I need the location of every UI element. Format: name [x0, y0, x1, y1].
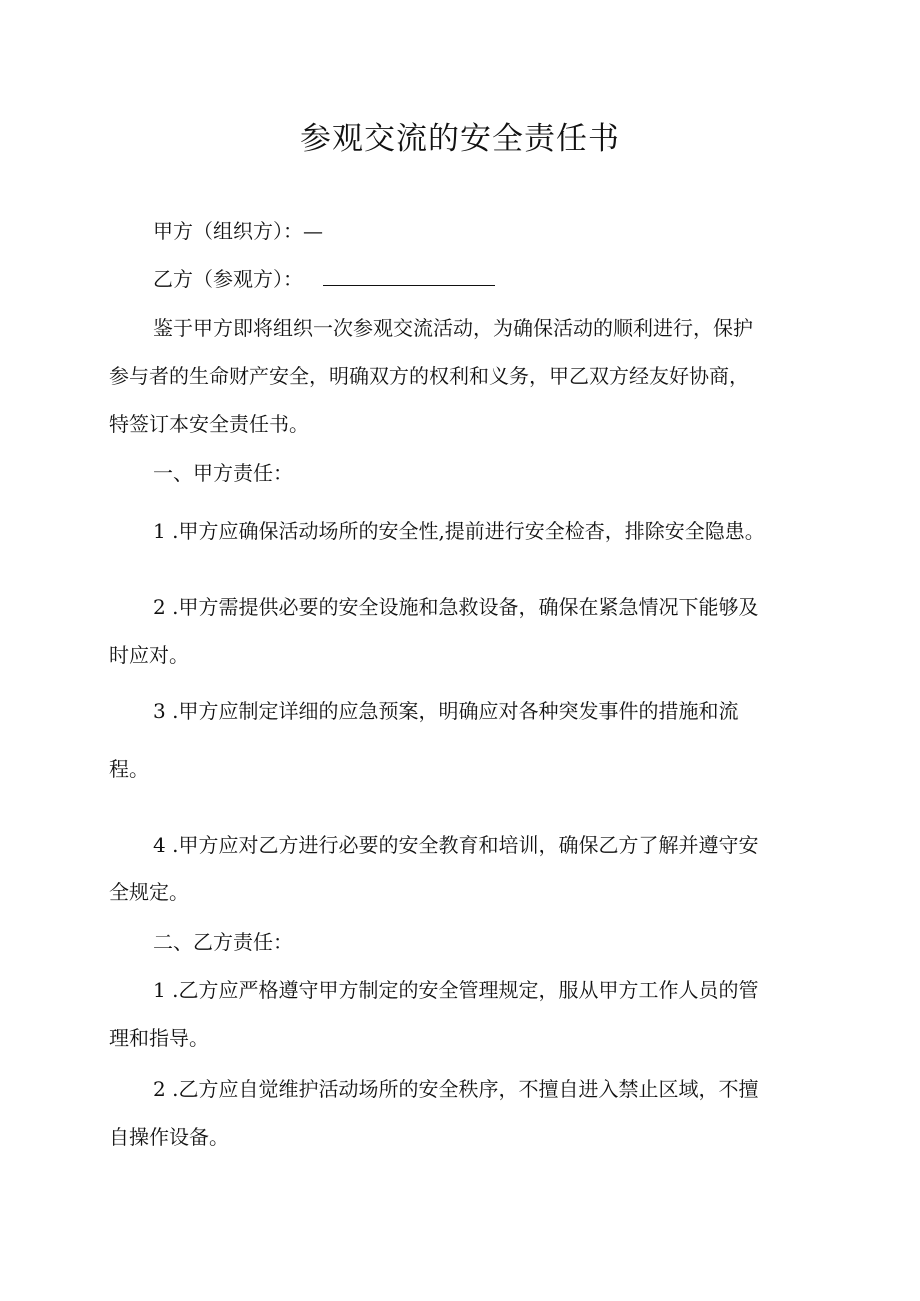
section-a-item-4-cont: 全规定。 [109, 880, 189, 904]
party-b-label: 乙方（参观方）： [153, 267, 303, 291]
section-a-item-3-cont: 程。 [109, 757, 149, 781]
section-b-heading: 二、乙方责任： [153, 930, 293, 954]
party-a-label: 甲方（组织方）：— [153, 219, 323, 243]
section-b-item-1-cont: 理和指导。 [109, 1026, 209, 1050]
section-b-item-2: 2 .乙方应自觉维护活动场所的安全秩序，不擅自进入禁止区域，不擅 [153, 1077, 759, 1101]
intro-line-1: 鉴于甲方即将组织一次参观交流活动，为确保活动的顺利进行，保护 [153, 316, 753, 340]
intro-line-3: 特签订本安全责任书。 [109, 412, 309, 436]
section-a-item-1: 1 .甲方应确保活动场所的安全性,提前进行安全检杳，排除安全隐患。 [153, 519, 765, 543]
section-b-item-2-cont: 自操作设备。 [109, 1125, 229, 1149]
intro-line-2: 参与者的生命财产安全，明确双方的权利和义务，甲乙双方经友好协商， [109, 364, 749, 388]
section-a-heading: 一、甲方责任： [153, 461, 293, 485]
section-a-item-3: 3 .甲方应制定详细的应急预案，明确应对各种突发事件的措施和流 [153, 699, 739, 723]
section-b-item-1: 1 .乙方应严格遵守甲方制定的安全管理规定，服从甲方工作人员的管 [153, 978, 759, 1002]
party-b-line [153, 264, 495, 294]
document-title: 参观交流的安全责任书 [300, 121, 620, 157]
section-a-item-4: 4 .甲方应对乙方进行必要的安全教育和培训，确保乙方了解并遵守安 [153, 833, 759, 857]
party-a-line [153, 216, 323, 246]
party-b-blank [323, 269, 495, 286]
section-a-item-2: 2 .甲方需提供必要的安全设施和急救设备，确保在紧急情况下能够及 [153, 595, 759, 619]
section-a-item-2-cont: 时应对。 [109, 643, 189, 667]
